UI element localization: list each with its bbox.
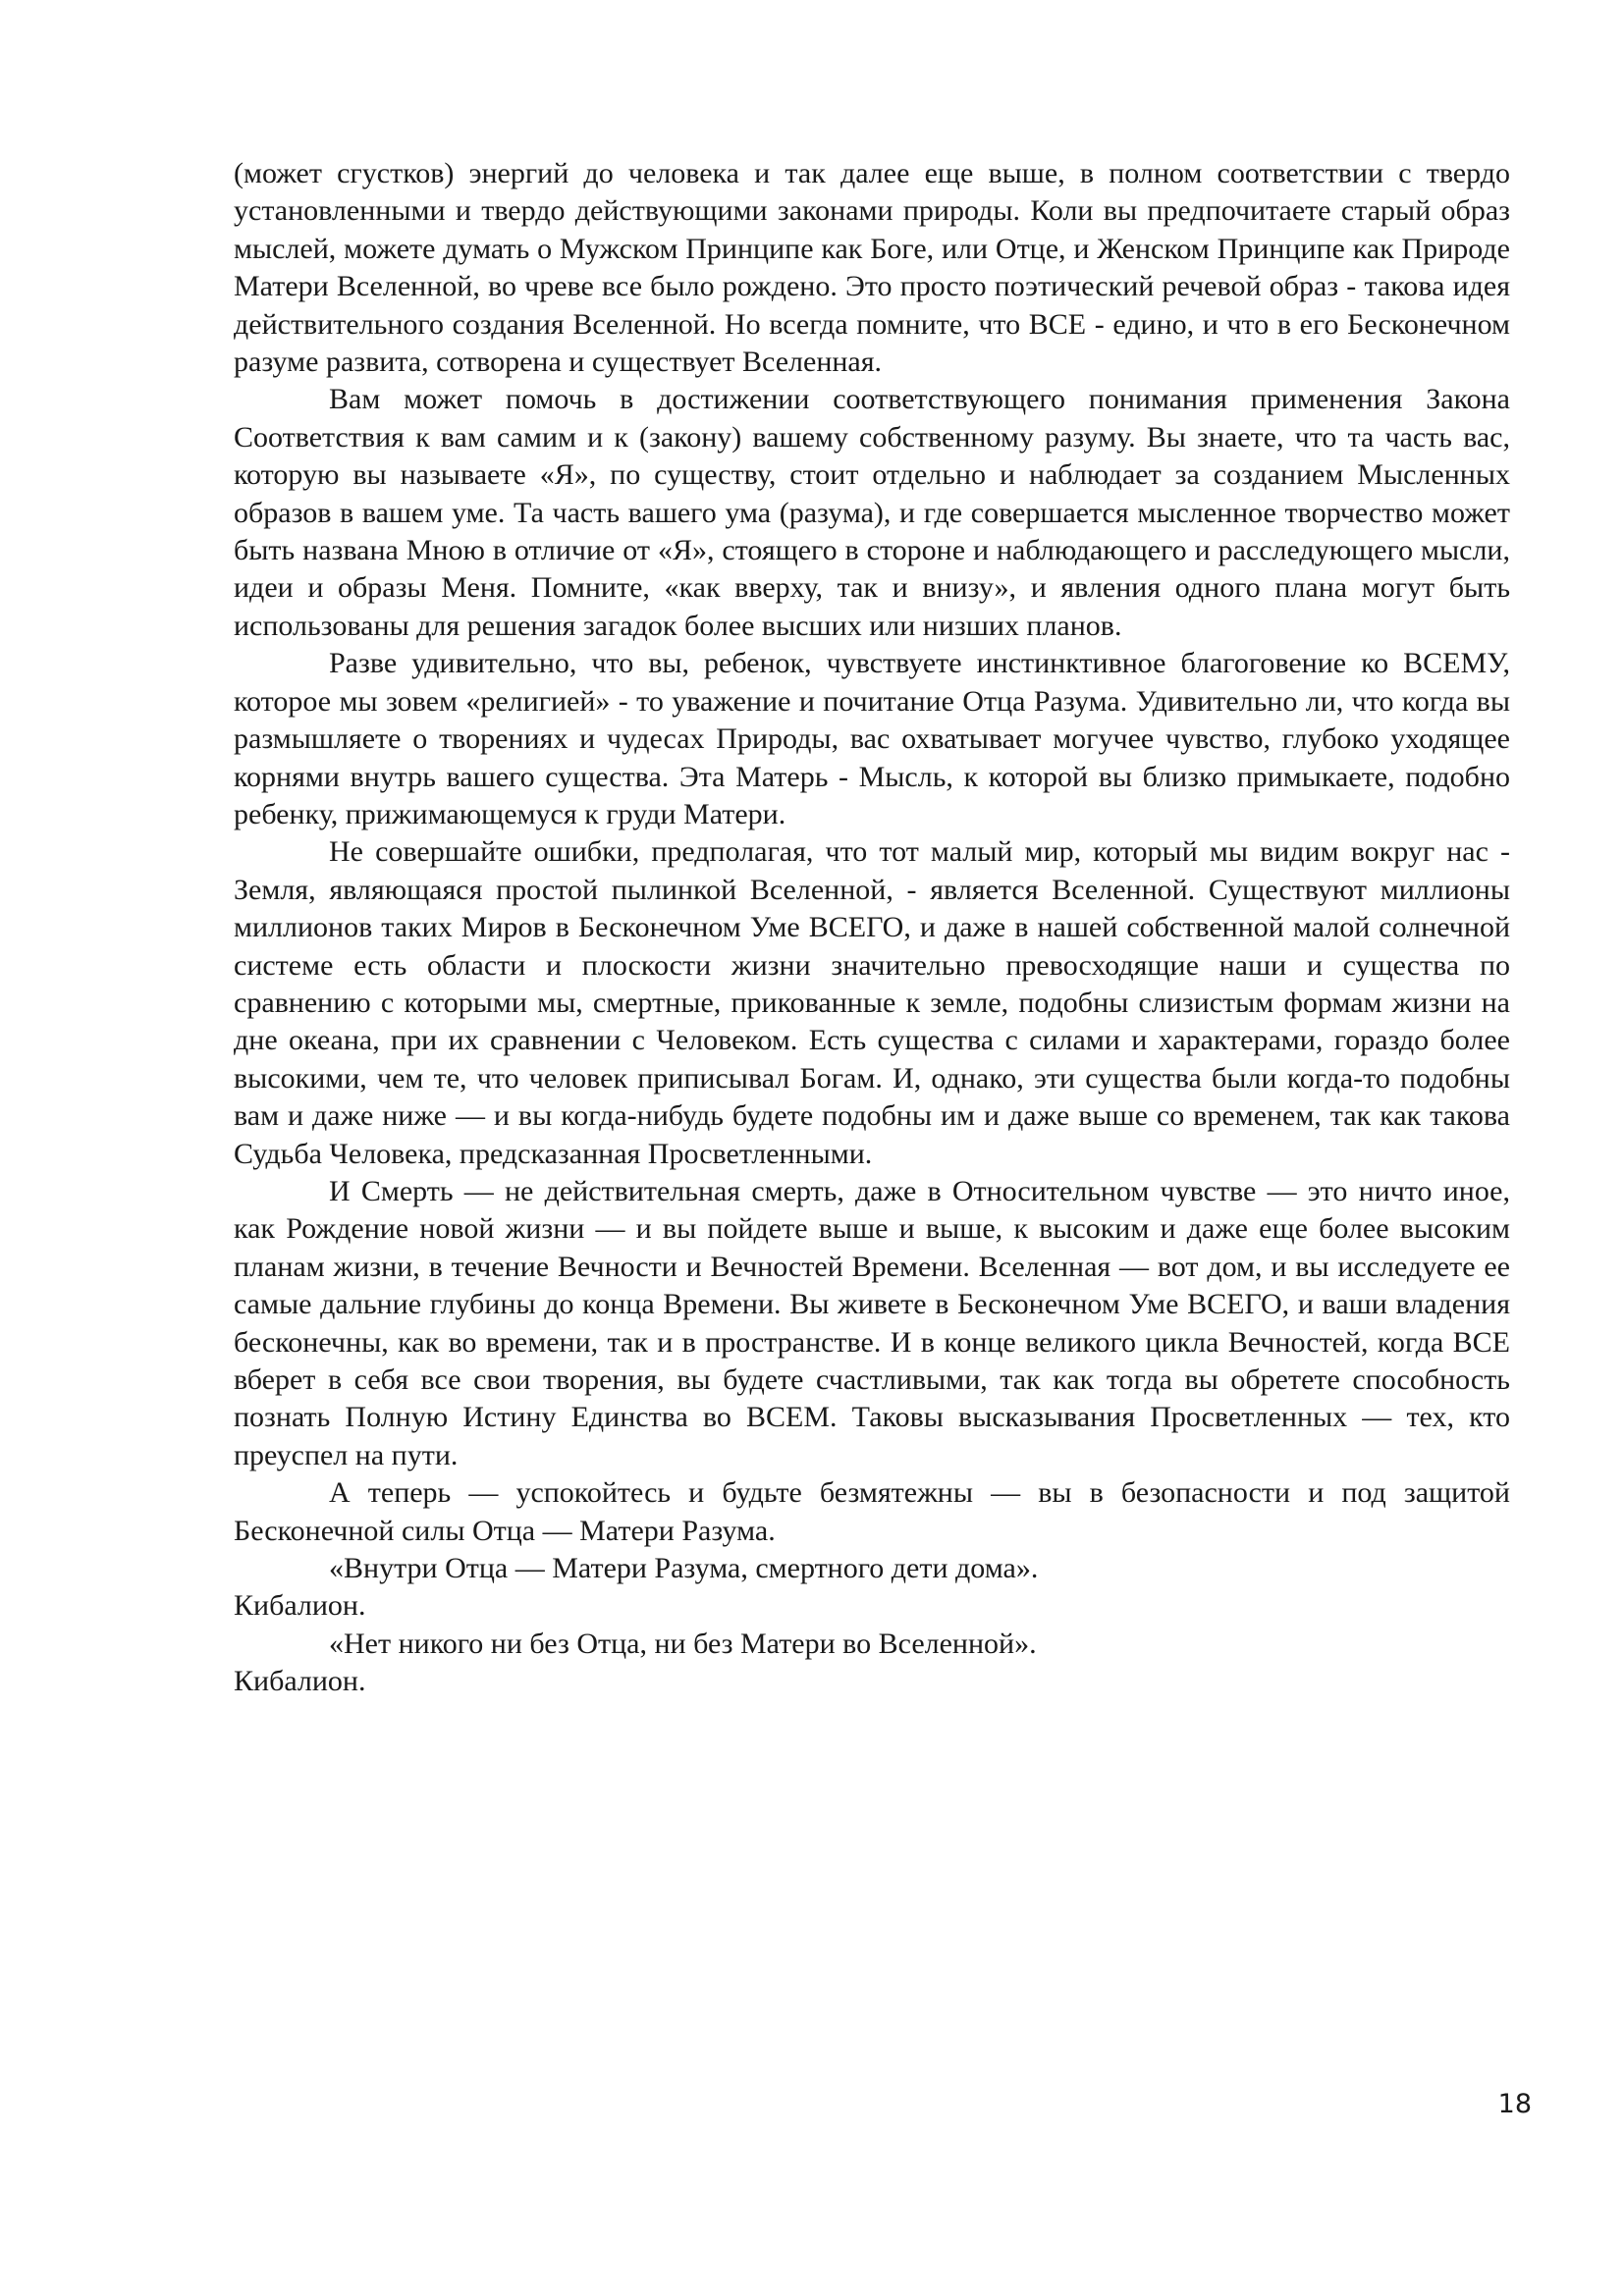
paragraph-4: Не совершайте ошибки, предполагая, что тот малый мир, который мы видим вокруг нас - Земля, являющаяся простой пылинкой Вселенной, - является Вселенной. Существуют миллионы миллионов таких Миров в Бесконечном Уме ВСЕГО, и даже в нашей собственной малой солнечной системе есть области и плоскости жизни значительно превосходящие наши и существа по сравнению с которыми мы, смертные, прикованные к земле, подобны слизистым формам жизни на дне океана, при их сравнении с Человеком. Есть существа с силами и характерами, гораздо более высокими, чем те, что человек приписывал Богам. И, однако, эти существа были когда-то подобны вам и даже ниже — и вы когда-нибудь будете подобны им и даже выше со временем, так как такова Судьба Человека, предсказанная Просветленными. [234,835,1510,1170]
paragraph-6: А теперь — успокойтесь и будьте безмятежны — вы в безопасности и под защитой Бесконечной силы Отца — Матери Разума. [234,1476,1510,1547]
paragraph-5: И Смерть — не действительная смерть, даже в Относительном чувстве — это ничто иное, как Рождение новой жизни — и вы пойдете выше и выше, к высоким и даже еще более высоким планам жизни, в течение Вечности и Вечностей Времени. Вселенная — вот дом, и вы исследуете ее самые дальние глубины до конца Времени. Вы живете в Бесконечном Уме ВСЕГО, и ваши владения бесконечны, как во времени, так и в пространстве. И в конце великого цикла Вечностей, когда ВСЕ вберет в себя все свои творения, вы будете счастливыми, так как тогда вы обретете способность познать Полную Истину Единства во ВСЕМ. Таковы высказывания Просветленных — тех, кто преуспел на пути. [234,1174,1510,1471]
quote-1: «Внутри Отца — Матери Разума, смертного дети дома». [329,1552,1039,1585]
quote-1-source: Кибалион. [234,1589,366,1623]
paragraph-1: (может сгустков) энергий до человека и так далее еще выше, в полном соответствии с твердо установленными и твердо действующими законами природы. Коли вы предпочитаете старый образ мыслей, можете думать о Мужском Принципе как Боге, или Отце, и Женском Принципе как Природе Матери Вселенной, во чреве все было рождено. Это просто поэтический речевой образ - такова идея действительного создания Вселенной. Но всегда помните, что ВСЕ - едино, и что в его Бесконечном разуме развита, сотворена и существует Вселенная. [234,157,1510,379]
body-text [234,155,1510,1701]
paragraph-3: Разве удивительно, что вы, ребенок, чувствуете инстинктивное благоговение ко ВСЕМУ, которое мы зовем «религией» - то уважение и почитание Отца Разума. Удивительно ли, что когда вы размышляете о творениях и чудесах Природы, вас охватывает могучее чувство, глубоко уходящее корнями внутрь вашего существа. Эта Матерь - Мысль, к которой вы близко примыкаете, подобно ребенку, прижимающемуся к груди Матери. [234,647,1510,830]
quote-2: «Нет никого ни без Отца, ни без Матери во Вселенной». [329,1627,1037,1660]
page-number: 18 [1497,2089,1532,2119]
paragraph-2: Вам может помочь в достижении соответствующего понимания применения Закона Соответствия к вам самим и к (закону) вашему собственному разуму. Вы знаете, что та часть вас, которую вы называете «Я», по существу, стоит отдельно и наблюдает за созданием Мысленных образов в вашем уме. Та часть вашего ума (разума), и где совершается мысленное творчество может быть названа Мною в отличие от «Я», стоящего в стороне и наблюдающего и расследующего мысли, идеи и образы Меня. Помните, «как вверху, так и внизу», и явления одного плана могут быть использованы для решения загадок более высших или низших планов. [234,383,1510,642]
quote-2-source: Кибалион. [234,1665,366,1698]
